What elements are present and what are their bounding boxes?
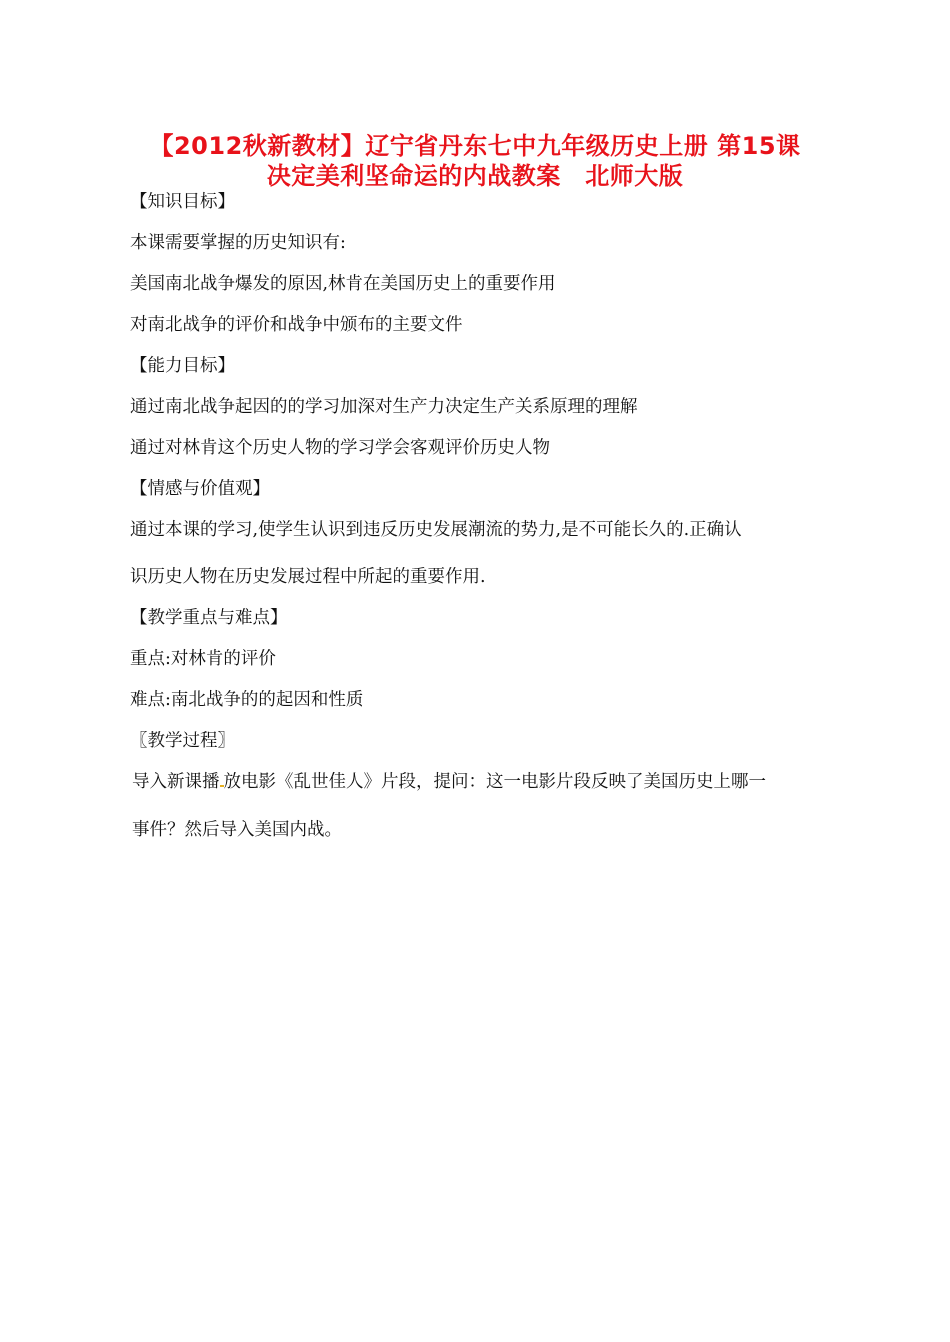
knowledge-item-1: 美国南北战争爆发的原因,林肯在美国历史上的重要作用 <box>130 274 556 294</box>
process-text-part-a: 导入新课播 <box>132 772 220 792</box>
key-points-heading: 【教学重点与难点】 <box>130 608 288 628</box>
knowledge-heading: 【知识目标】 <box>130 192 235 212</box>
process-text-part-b: 放电影《乱世佳人》片段，提问：这一电影片段反映了美国历史上哪一 <box>223 772 766 792</box>
emotion-heading: 【情感与价值观】 <box>130 479 270 499</box>
knowledge-item-2: 对南北战争的评价和战争中颁布的主要文件 <box>130 315 463 335</box>
process-text-line-2: 事件？然后导入美国内战。 <box>132 820 342 840</box>
document-title-line1: 【2012秋新教材】辽宁省丹东七中九年级历史上册 第15课 <box>149 132 801 160</box>
knowledge-intro: 本课需要掌握的历史知识有: <box>130 233 346 253</box>
ability-heading: 【能力目标】 <box>130 356 235 376</box>
difficult-point: 难点:南北战争的的起因和性质 <box>130 690 364 710</box>
process-heading: 〖教学过程〗 <box>130 731 235 751</box>
key-point: 重点:对林肯的评价 <box>130 649 276 669</box>
emotion-text-line-2: 识历史人物在历史发展过程中所起的重要作用. <box>130 567 486 587</box>
ability-item-2: 通过对林肯这个历史人物的学习学会客观评价历史人物 <box>130 438 550 458</box>
ability-item-1: 通过南北战争起因的的学习加深对生产力决定生产关系原理的理解 <box>130 397 638 417</box>
process-text-line-1 <box>132 770 852 794</box>
emotion-text-line-1: 通过本课的学习,使学生认识到违反历史发展潮流的势力,是不可能长久的.正确认 <box>130 520 742 540</box>
document-title-line2: 决定美利坚命运的内战教案 北师大版 <box>266 162 684 190</box>
